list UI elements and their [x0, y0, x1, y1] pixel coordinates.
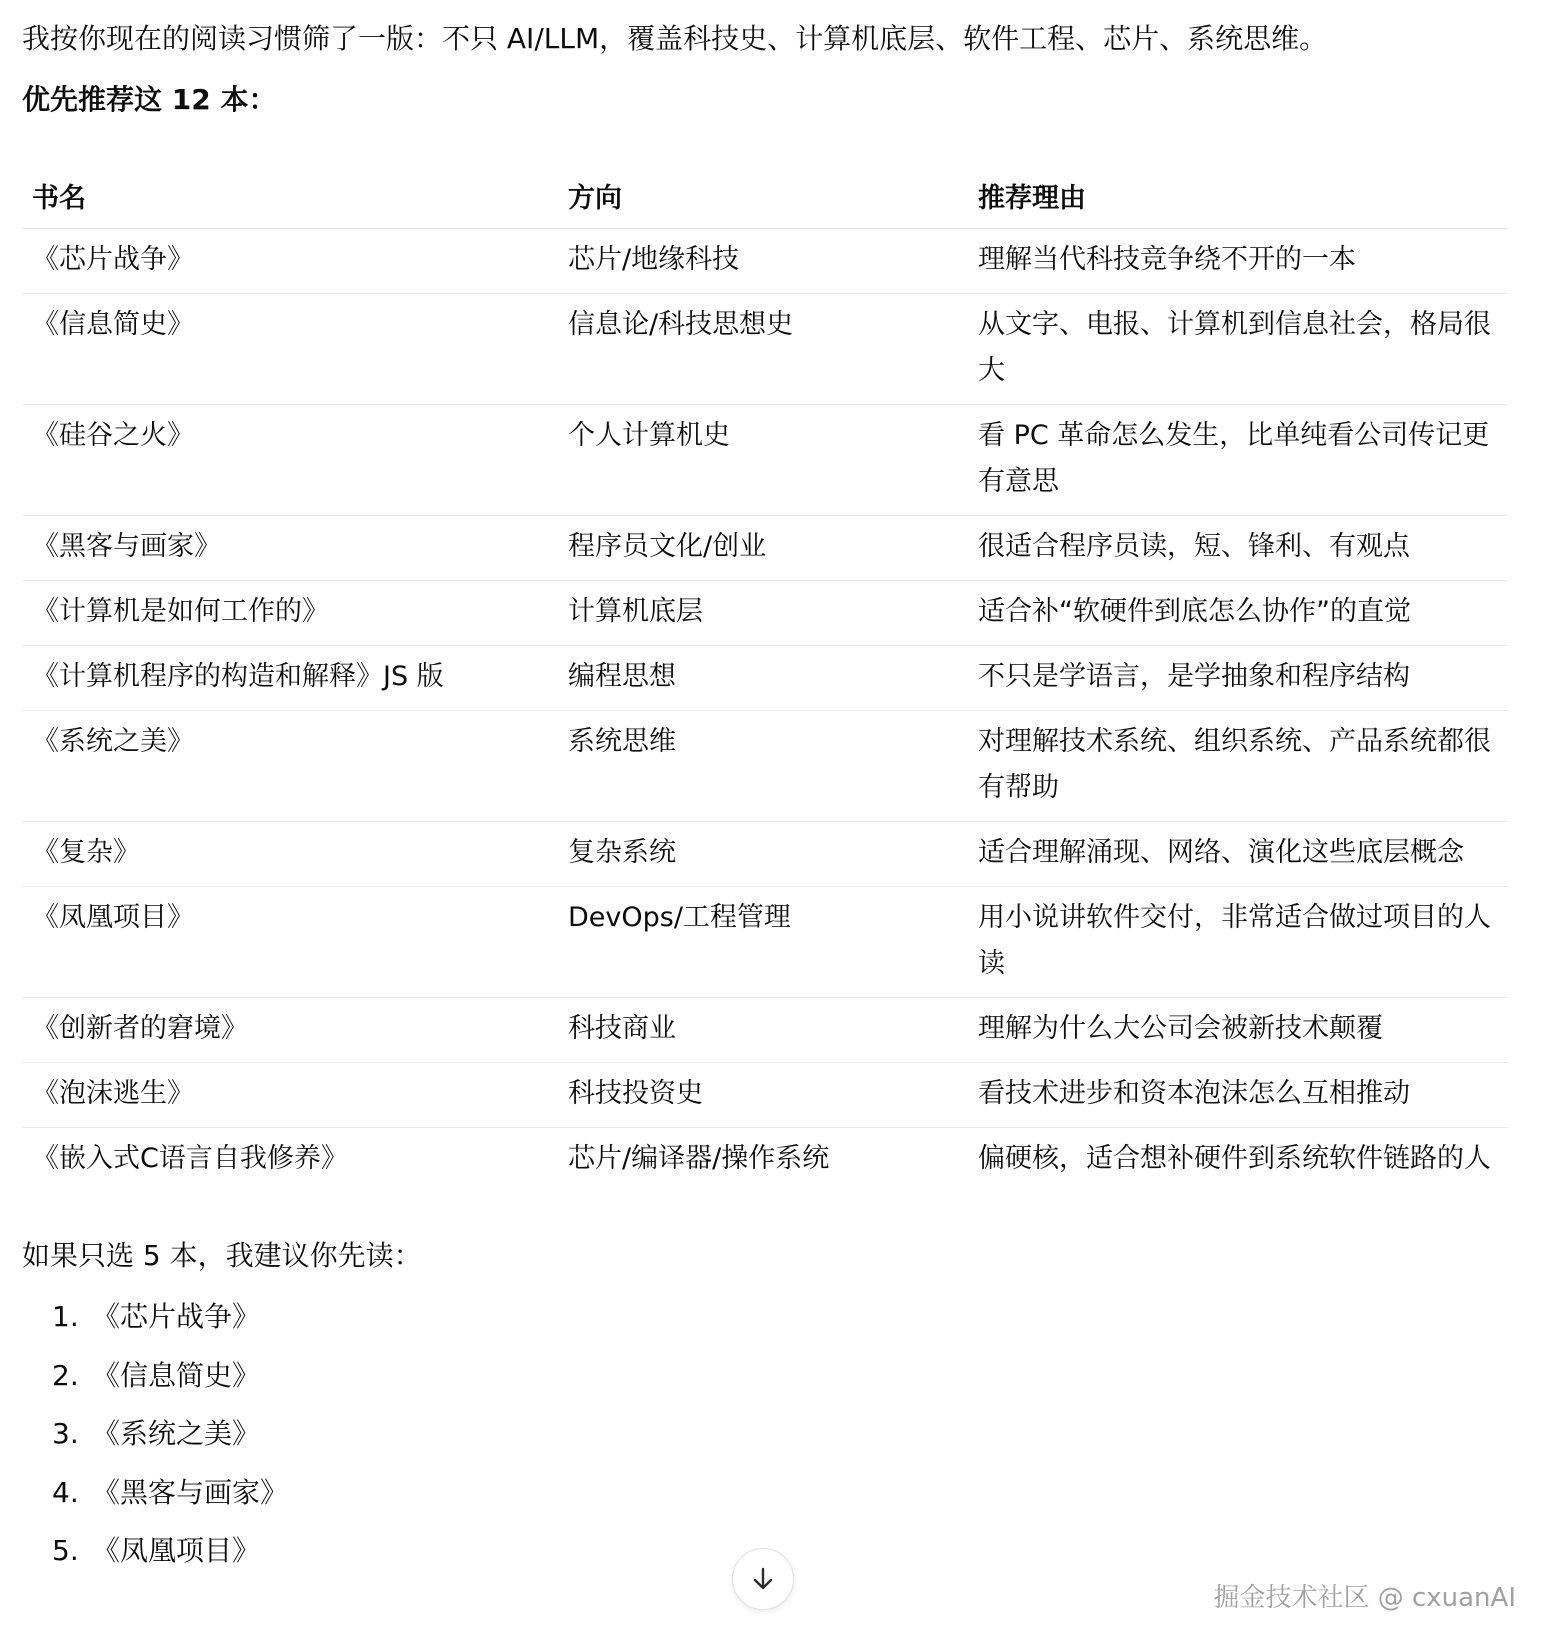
scroll-to-bottom-button[interactable]: [732, 1548, 794, 1610]
book-title-cell: 《创新者的窘境》: [22, 998, 558, 1063]
book-title-cell: 《信息简史》: [22, 294, 558, 405]
list-book-title: 《黑客与画家》: [92, 1475, 289, 1509]
book-reason-cell: 适合理解涌现、网络、演化这些底层概念: [968, 822, 1508, 887]
top-picks-list: [22, 1288, 1508, 1581]
section-heading: 优先推荐这 12 本：: [22, 83, 277, 116]
book-table: [22, 162, 1508, 1192]
list-number: 1.: [52, 1300, 79, 1333]
list-item: [52, 1405, 1508, 1464]
book-direction-cell: 芯片/地缘科技: [558, 229, 968, 294]
list-item: [52, 1347, 1508, 1406]
book-reason-cell: 对理解技术系统、组织系统、产品系统都很有帮助: [968, 711, 1508, 822]
column-header-title: 书名: [22, 162, 558, 229]
book-title-cell: 《泡沫逃生》: [22, 1063, 558, 1128]
book-title-cell: 《复杂》: [22, 822, 558, 887]
book-reason-cell: 理解为什么大公司会被新技术颠覆: [968, 998, 1508, 1063]
book-direction-cell: 系统思维: [558, 711, 968, 822]
arrow-down-icon: [749, 1565, 777, 1593]
summary-text: 如果只选 5 本，我建议你先读：: [22, 1239, 422, 1272]
book-direction-cell: 个人计算机史: [558, 405, 968, 516]
book-direction-cell: 芯片/编译器/操作系统: [568, 1143, 830, 1174]
book-direction-cell: 科技商业: [558, 998, 968, 1063]
column-header-direction: 方向: [558, 162, 968, 229]
list-item: [52, 1288, 1508, 1347]
table-row: [22, 822, 1508, 887]
table-row: [22, 711, 1508, 822]
book-reason-cell: 从文字、电报、计算机到信息社会，格局很大: [968, 294, 1508, 405]
book-title-cell: 《黑客与画家》: [22, 516, 558, 581]
book-title-cell: 《芯片战争》: [22, 229, 558, 294]
table-row: [22, 1128, 1508, 1193]
chat-message: [22, 0, 1508, 1581]
list-book-title: 《芯片战争》: [92, 1300, 261, 1333]
list-book-title: 《凤凰项目》: [92, 1534, 261, 1567]
list-number: 2.: [52, 1358, 79, 1392]
table-row: [22, 581, 1508, 646]
book-direction-cell: 计算机底层: [558, 581, 968, 646]
book-reason-cell: 很适合程序员读，短、锋利、有观点: [968, 516, 1508, 581]
book-reason-cell: 适合补“软硬件到底怎么协作”的直觉: [968, 581, 1508, 646]
book-title-cell: 《凤凰项目》: [22, 887, 558, 998]
book-reason-cell: 理解当代科技竞争绕不开的一本: [968, 229, 1508, 294]
table-row: [22, 229, 1508, 294]
book-reason-cell: 看 PC 革命怎么发生，比单纯看公司传记更有意思: [968, 405, 1508, 516]
book-title-cell: 《嵌入式C语言自我修养》: [32, 1143, 348, 1174]
table-row: [22, 405, 1508, 516]
list-number: 4.: [52, 1475, 79, 1509]
book-direction-cell: 科技投资史: [558, 1063, 968, 1128]
book-title-cell: 《计算机程序的构造和解释》JS 版: [22, 646, 558, 711]
list-number: 5.: [52, 1534, 79, 1567]
book-reason-cell: 用小说讲软件交付，非常适合做过项目的人读: [968, 887, 1508, 998]
intro-text: 我按你现在的阅读习惯筛了一版：不只 AI/LLM，覆盖科技史、计算机底层、软件工程、芯片、系统思维。: [22, 22, 1328, 55]
table-row: [22, 887, 1508, 998]
watermark: 掘金技术社区 @ cxuanAI: [1213, 1583, 1516, 1613]
list-book-title: 《信息简史》: [92, 1358, 261, 1392]
book-reason-cell: 看技术进步和资本泡沫怎么互相推动: [968, 1063, 1508, 1128]
table-row: [22, 1063, 1508, 1128]
book-reason-cell: 不只是学语言，是学抽象和程序结构: [968, 646, 1508, 711]
book-direction-cell: 复杂系统: [558, 822, 968, 887]
table-row: [22, 294, 1508, 405]
book-direction-cell: DevOps/工程管理: [558, 887, 968, 998]
book-direction-cell: 程序员文化/创业: [558, 516, 968, 581]
book-title-cell: 《硅谷之火》: [22, 405, 558, 516]
list-number: 3.: [52, 1417, 79, 1450]
table-body: [22, 229, 1508, 1193]
book-direction-cell: 信息论/科技思想史: [558, 294, 968, 405]
table-row: [22, 998, 1508, 1063]
table-header-row: [22, 162, 1508, 229]
table-row: [22, 516, 1508, 581]
list-book-title: 《系统之美》: [92, 1417, 261, 1450]
column-header-reason: 推荐理由: [968, 162, 1508, 229]
book-title-cell: 《系统之美》: [22, 711, 558, 822]
book-reason-cell: 偏硬核，适合想补硬件到系统软件链路的人: [978, 1143, 1491, 1174]
book-direction-cell: 编程思想: [558, 646, 968, 711]
table-row: [22, 646, 1508, 711]
list-item: [52, 1464, 1508, 1523]
book-title-cell: 《计算机是如何工作的》: [22, 581, 558, 646]
